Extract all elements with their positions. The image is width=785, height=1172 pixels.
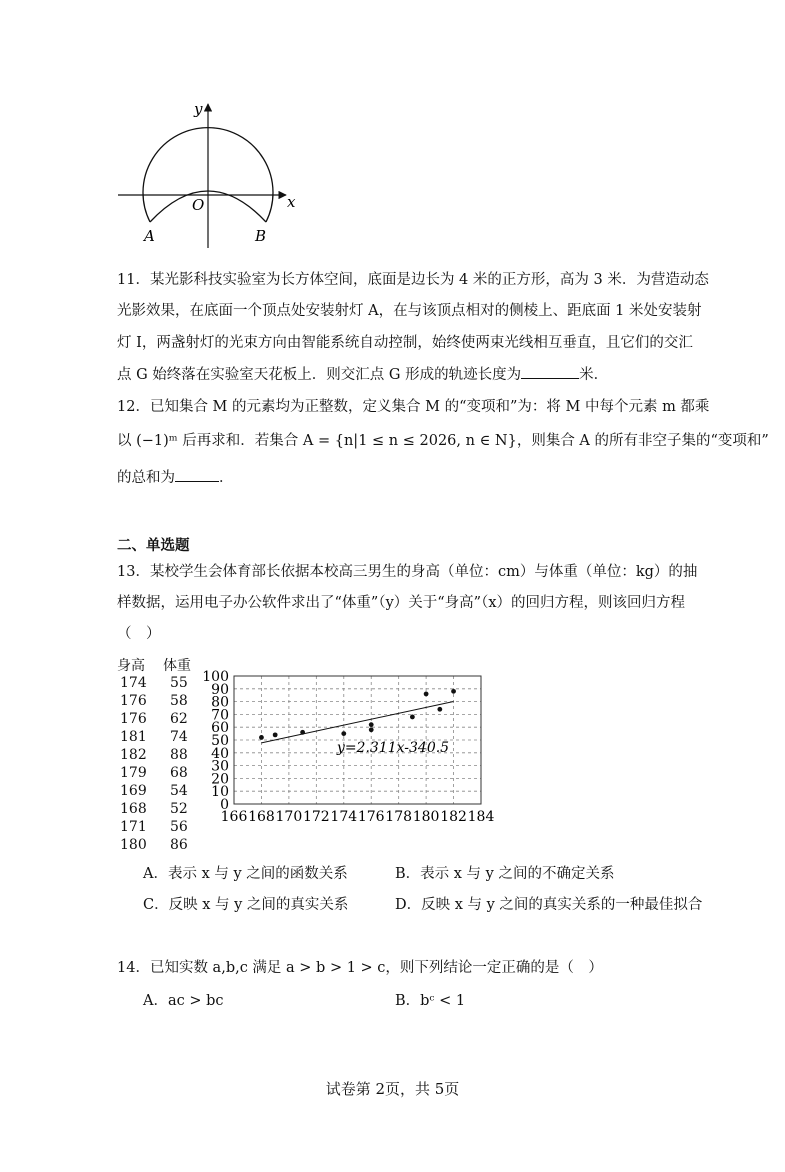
q14-line-1: 14．已知实数 a,b,c 满足 a > b > 1 > c，则下列结论一定正确的是（ ） (117, 960, 603, 976)
q11-line-4-post: 米． (579, 367, 609, 383)
q12-line-3-post: ． (219, 470, 234, 486)
page-footer: 试卷第 2页，共 5页 (325, 1080, 460, 1098)
y-tick-label: 30 (211, 758, 229, 775)
y-tick-label: 80 (211, 694, 229, 711)
x-tick-label: 172 (302, 809, 330, 825)
table-cell: 86 (170, 837, 188, 853)
scatter-chart (198, 666, 498, 826)
y-tick-label: 100 (202, 669, 229, 685)
x-tick-label: 180 (412, 809, 440, 825)
q12-line-3-pre: 的总和为 (117, 470, 175, 486)
q13-option-a[interactable]: A．表示 x 与 y 之间的函数关系 (143, 866, 348, 882)
axis-y-label: y (194, 100, 203, 118)
table-cell: 54 (170, 783, 188, 799)
table-cell: 88 (170, 747, 188, 763)
table-cell: 68 (170, 765, 188, 781)
q11-line-1: 11．某光影科技实验室为长方体空间，底面是边长为 4 米的正方形，高为 3 米．为营造动态 (117, 272, 709, 288)
q13-line-3: （ ） (117, 626, 161, 642)
x-tick-label: 174 (330, 809, 358, 825)
x-tick-label: 184 (467, 809, 495, 825)
q12-answer-blank[interactable] (175, 481, 219, 482)
table-cell: 176 (120, 711, 147, 727)
table-cell: 74 (170, 729, 188, 745)
table-cell: 56 (170, 819, 188, 835)
origin-label: O (192, 196, 205, 214)
q11-line-4-pre: 点 G 始终落在实验室天花板上．则交汇点 G 形成的轨迹长度为 (117, 367, 522, 383)
data-point (437, 707, 442, 712)
table-cell: 180 (120, 837, 147, 853)
data-point (424, 692, 429, 697)
section-title: 二、单选题 (117, 537, 190, 554)
y-tick-label: 50 (211, 733, 229, 749)
y-tick-label: 40 (211, 745, 229, 762)
regression-line (261, 701, 453, 742)
table-header-height: 身高 (117, 658, 145, 674)
data-point (451, 689, 456, 694)
table-cell: 174 (120, 675, 147, 691)
x-tick-label: 182 (440, 809, 467, 825)
data-point (273, 732, 278, 737)
q12-line-1: 12．已知集合 M 的元素均为正整数，定义集合 M 的“变项和”为：将 M 中每个元素 m 都乘 (117, 399, 710, 415)
data-point (341, 731, 346, 736)
q11-line-2: 光影效果，在底面一个顶点处安装射灯 A，在与该顶点相对的侧棱上、距底面 1 米处安装射 (117, 303, 702, 319)
table-height-column (120, 674, 147, 854)
regression-equation: y=2.311x-340.5 (336, 740, 450, 756)
table-cell: 179 (120, 765, 147, 781)
y-tick-label: 0 (220, 797, 229, 813)
x-tick-label: 176 (357, 809, 385, 825)
y-tick-label: 10 (211, 784, 229, 801)
data-point (410, 715, 415, 720)
data-point (369, 722, 374, 727)
q12-line-2: 以 (−1)ᵐ 后再求和．若集合 A = {n|1 ≤ n ≤ 2026, n ∈ N}，则集合 A 的所有非空子集的“变项和” (117, 433, 769, 449)
table-cell: 55 (170, 675, 188, 691)
q13-option-d[interactable]: D．反映 x 与 y 之间的真实关系的一种最佳拟合 (395, 897, 703, 913)
table-cell: 181 (120, 729, 147, 745)
data-point (300, 730, 305, 735)
point-b-label: B (255, 227, 267, 245)
q13-option-b[interactable]: B．表示 x 与 y 之间的不确定关系 (395, 866, 615, 882)
table-cell: 62 (170, 711, 188, 727)
q13-line-1: 13．某校学生会体育部长依据本校高三男生的身高（单位：cm）与体重（单位：kg）的抽 (117, 564, 698, 580)
table-header-weight: 体重 (163, 658, 191, 674)
q14-option-b[interactable]: B．bᶜ < 1 (395, 993, 466, 1009)
q13-line-2: 样数据，运用电子办公软件求出了“体重”（y）关于“身高”（x）的回归方程，则该回归方程 (117, 595, 686, 611)
table-cell: 176 (120, 693, 147, 709)
table-cell: 168 (120, 801, 147, 817)
x-tick-label: 178 (385, 809, 413, 825)
q11-line-4 (117, 363, 608, 384)
q11-line-3: 灯 I，两盏射灯的光束方向由智能系统自动控制，始终使两束光线相互垂直，且它们的交汇 (117, 335, 693, 351)
table-cell: 169 (120, 783, 147, 799)
y-tick-label: 20 (211, 771, 229, 788)
x-tick-label: 166 (220, 809, 248, 825)
x-tick-label: 170 (275, 809, 303, 825)
data-point (369, 727, 374, 732)
x-tick-label: 168 (248, 809, 275, 825)
table-weight-column (170, 674, 188, 854)
table-cell: 171 (120, 819, 147, 835)
table-cell: 182 (120, 747, 147, 763)
data-point (259, 735, 264, 740)
q12-line-3 (117, 466, 234, 487)
axis-x-label: x (287, 193, 296, 211)
table-cell: 58 (170, 693, 188, 709)
q13-option-c[interactable]: C．反映 x 与 y 之间的真实关系 (143, 897, 349, 913)
circle-figure (110, 98, 310, 248)
q14-option-a[interactable]: A．ac > bc (143, 993, 224, 1009)
q11-answer-blank[interactable] (521, 378, 579, 379)
y-tick-label: 90 (211, 681, 229, 698)
point-a-label: A (144, 227, 155, 245)
y-tick-label: 70 (211, 707, 229, 724)
table-cell: 52 (170, 801, 188, 817)
y-tick-label: 60 (211, 720, 229, 737)
